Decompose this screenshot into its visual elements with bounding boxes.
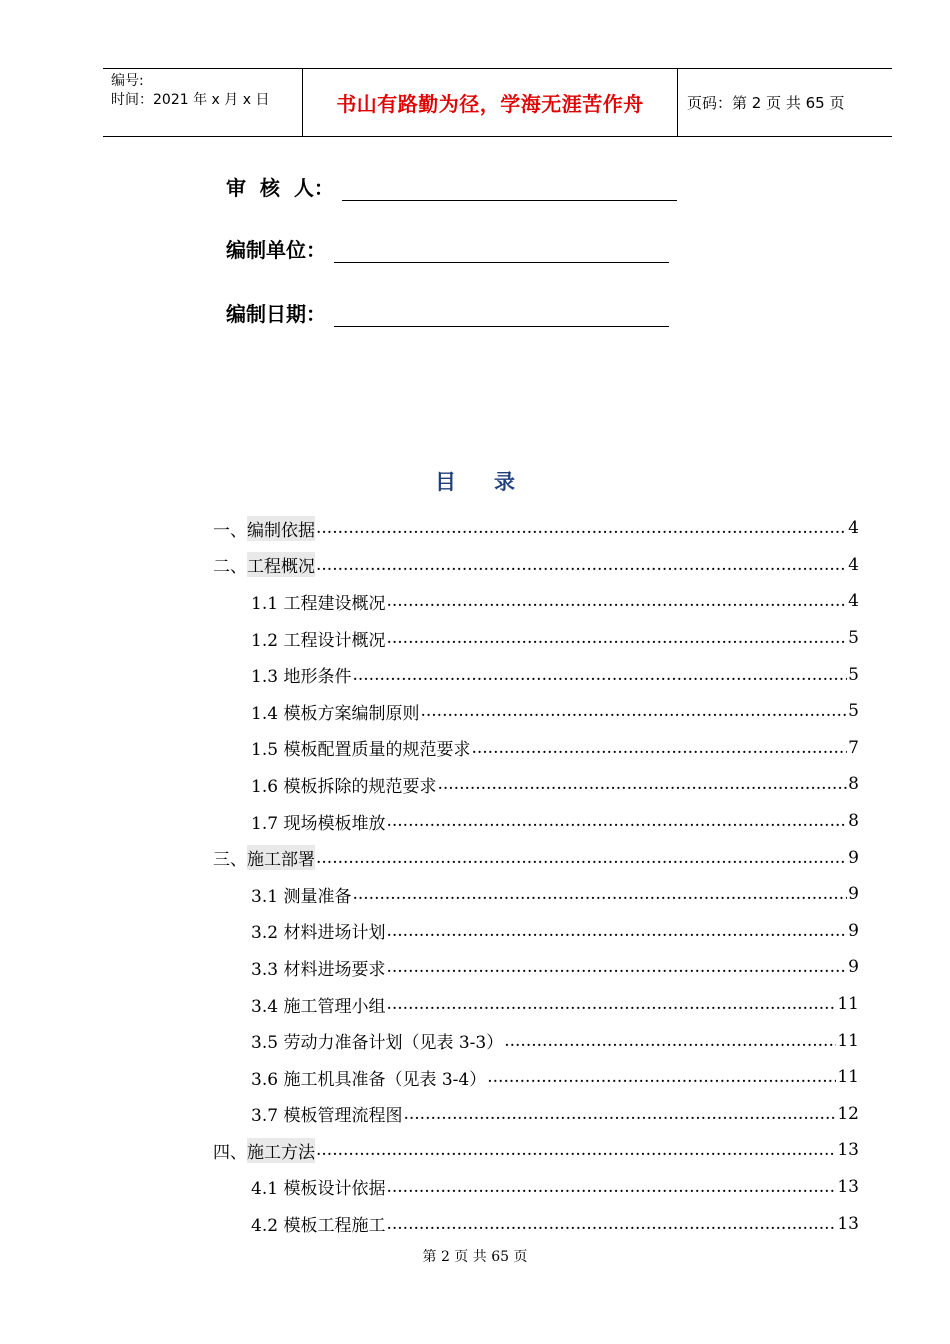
toc-entry-number: 四、 <box>213 1142 247 1163</box>
toc-entry-title: 施工部署 <box>247 845 315 870</box>
number-label: 编号: <box>111 73 144 89</box>
toc-entry-title: 施工方法 <box>247 1138 315 1163</box>
toc-entry-title: 工程概况 <box>247 552 315 577</box>
toc-entry-page: 9 <box>848 847 859 868</box>
signature-label: 编制单位： <box>226 238 326 262</box>
toc-leader-dots <box>352 665 847 685</box>
toc-entry[interactable] <box>213 1096 859 1133</box>
toc-entry-page: 5 <box>848 628 859 649</box>
toc-entry[interactable] <box>213 620 859 657</box>
toc-entry-title: 3.5 劳动力准备计划（见表 3-3） <box>251 1033 504 1054</box>
toc-entry-page: 4 <box>848 518 859 539</box>
toc-leader-dots <box>437 774 847 794</box>
header-motto: 书山有路勤为径，学海无涯苦作舟 <box>303 69 678 136</box>
toc-entry-page: 13 <box>837 1176 859 1197</box>
toc-entry[interactable] <box>213 876 859 913</box>
toc-entry-page: 13 <box>837 1140 859 1161</box>
toc-entry[interactable] <box>213 986 859 1023</box>
toc-entry[interactable] <box>213 656 859 693</box>
toc-entry[interactable] <box>213 510 859 547</box>
signature-line <box>334 240 669 263</box>
toc-entry-page: 11 <box>837 1067 859 1088</box>
toc-leader-dots <box>504 1031 836 1051</box>
toc-entry[interactable] <box>213 803 859 840</box>
toc-entry[interactable] <box>213 949 859 986</box>
toc-leader-dots <box>420 701 847 721</box>
toc-leader-dots <box>386 994 836 1014</box>
toc-entry-number: 一、 <box>213 520 247 541</box>
toc-entry-title: 1.7 现场模板堆放 <box>251 813 386 834</box>
toc-entry-page: 7 <box>848 737 859 758</box>
signature-unit <box>226 234 669 263</box>
table-of-contents <box>213 510 859 1242</box>
toc-entry-page: 4 <box>848 591 859 612</box>
toc-entry-title: 3.7 模板管理流程图 <box>251 1106 403 1127</box>
toc-leader-dots <box>386 957 847 977</box>
toc-leader-dots <box>386 591 847 611</box>
toc-entry-page: 11 <box>837 994 859 1015</box>
toc-entry-title: 3.6 施工机具准备（见表 3-4） <box>251 1069 487 1090</box>
toc-title: 目录 <box>435 470 553 494</box>
toc-entry-title: 1.4 模板方案编制原则 <box>251 703 420 724</box>
toc-leader-dots <box>386 1214 836 1234</box>
signature-reviewer <box>226 172 677 201</box>
header-meta <box>103 69 303 136</box>
toc-entry-number: 三、 <box>213 850 247 871</box>
toc-entry[interactable] <box>213 1205 859 1242</box>
toc-entry-title: 1.6 模板拆除的规范要求 <box>251 776 437 797</box>
toc-entry[interactable] <box>213 547 859 584</box>
toc-entry-title: 1.5 模板配置质量的规范要求 <box>251 740 471 761</box>
toc-leader-dots <box>316 555 847 575</box>
signature-date <box>226 298 669 327</box>
toc-leader-dots <box>316 1140 836 1160</box>
toc-entry-page: 5 <box>848 701 859 722</box>
toc-leader-dots <box>386 628 847 648</box>
toc-entry-title: 编制依据 <box>247 516 315 541</box>
toc-leader-dots <box>352 884 847 904</box>
page-footer: 第 2 页 共 65 页 <box>422 1249 528 1265</box>
toc-entry-page: 4 <box>848 554 859 575</box>
toc-entry-title: 1.3 地形条件 <box>251 667 352 688</box>
toc-leader-dots <box>487 1067 836 1087</box>
toc-entry[interactable] <box>213 1132 859 1169</box>
toc-entry[interactable] <box>213 583 859 620</box>
toc-entry[interactable] <box>213 730 859 767</box>
toc-entry-page: 11 <box>837 1030 859 1051</box>
toc-entry-title: 3.2 材料进场计划 <box>251 923 386 944</box>
toc-entry-title: 3.3 材料进场要求 <box>251 959 386 980</box>
toc-leader-dots <box>403 1104 836 1124</box>
time-label: 时间：2021 年 x 月 x 日 <box>111 92 270 108</box>
toc-entry-page: 12 <box>837 1103 859 1124</box>
toc-entry-page: 9 <box>848 920 859 941</box>
toc-leader-dots <box>386 1177 836 1197</box>
toc-entry[interactable] <box>213 766 859 803</box>
toc-entry[interactable] <box>213 839 859 876</box>
page-header <box>103 68 892 137</box>
signature-line <box>342 178 677 201</box>
toc-entry-number: 二、 <box>213 557 247 578</box>
toc-entry-title: 3.1 测量准备 <box>251 886 352 907</box>
toc-entry[interactable] <box>213 913 859 950</box>
toc-entry-page: 9 <box>848 884 859 905</box>
signature-line <box>334 304 669 327</box>
toc-entry[interactable] <box>213 1169 859 1206</box>
toc-leader-dots <box>386 921 847 941</box>
signature-label: 编制日期： <box>226 302 326 326</box>
toc-entry-title: 4.1 模板设计依据 <box>251 1179 386 1200</box>
toc-entry[interactable] <box>213 1022 859 1059</box>
toc-entry-title: 3.4 施工管理小组 <box>251 996 386 1017</box>
toc-leader-dots <box>386 811 847 831</box>
toc-entry-title: 1.2 工程设计概况 <box>251 630 386 651</box>
toc-leader-dots <box>316 848 847 868</box>
toc-entry-title: 4.2 模板工程施工 <box>251 1216 386 1237</box>
toc-entry-page: 8 <box>848 811 859 832</box>
signature-label: 审 核 人： <box>226 176 334 200</box>
toc-leader-dots <box>471 738 847 758</box>
toc-leader-dots <box>316 518 847 538</box>
toc-entry-title: 1.1 工程建设概况 <box>251 593 386 614</box>
toc-entry[interactable] <box>213 693 859 730</box>
toc-entry-page: 5 <box>848 664 859 685</box>
toc-entry-page: 13 <box>837 1213 859 1234</box>
header-page-info: 页码：第 2 页 共 65 页 <box>687 94 845 112</box>
toc-entry-page: 8 <box>848 774 859 795</box>
toc-entry[interactable] <box>213 1059 859 1096</box>
toc-entry-page: 9 <box>848 957 859 978</box>
